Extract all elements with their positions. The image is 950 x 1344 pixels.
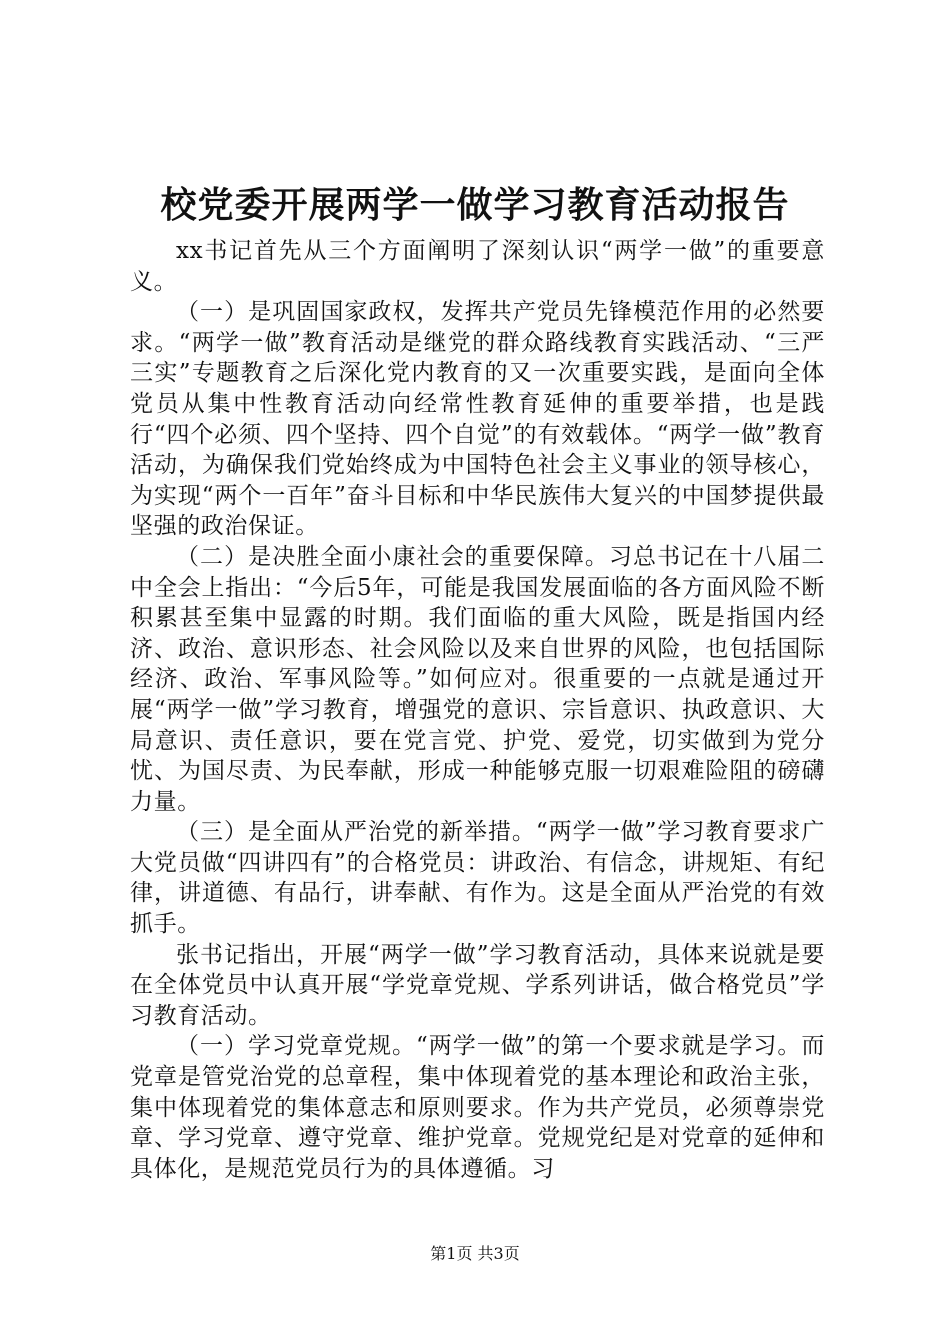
body-paragraph: （一）学习党章党规。“两学一做”的第一个要求就是学习。而党章是管党治党的总章程，集中体现着党的基本理论和政治主张，集中体现着党的集体意志和原则要求。作为共产党员，必须尊崇党章、学习党章、遵守党章、维护党章。党规党纪是对党章的延伸和具体化，是规范党员行为的具体遵循。习 xyxy=(130,1033,825,1182)
document-title: 校党委开展两学一做学习教育活动报告 xyxy=(160,184,790,226)
body-paragraph: 张书记指出，开展“两学一做”学习教育活动，具体来说就是要在全体党员中认真开展“学党章党规、学系列讲话，做合格党员”学习教育活动。 xyxy=(130,941,825,1029)
document-body xyxy=(130,236,825,1184)
page-number-footer: 第1页 共3页 xyxy=(430,1244,520,1263)
body-paragraph: xx书记首先从三个方面阐明了深刻认识“两学一做”的重要意义。 xyxy=(130,238,825,295)
body-paragraph: （三）是全面从严治党的新举措。“两学一做”学习教育要求广大党员做“四讲四有”的合格党员：讲政治、有信念，讲规矩、有纪律，讲道德、有品行，讲奉献、有作为。这是全面从严治党的有效抓手。 xyxy=(130,819,825,938)
body-paragraph: （二）是决胜全面小康社会的重要保障。习总书记在十八届二中全会上指出：“今后5年，可能是我国发展面临的各方面风险不断积累甚至集中显露的时期。我们面临的重大风险，既是指国内经济、政治、意识形态、社会风险以及来自世界的风险，也包括国际经济、政治、军事风险等。”如何应对。很重要的一点就是通过开展“两学一做”学习教育，增强党的意识、宗旨意识、执政意识、大局意识、责任意识，要在党言党、护党、爱党，切实做到为党分忧、为国尽责、为民奉献，形成一种能够克服一切艰难险阻的磅礴力量。 xyxy=(130,543,825,815)
body-paragraph: （一）是巩固国家政权，发挥共产党员先锋模范作用的必然要求。“两学一做”教育活动是继党的群众路线教育实践活动、“三严三实”专题教育之后深化党内教育的又一次重要实践，是面向全体党员从集中性教育活动向经常性教育延伸的重要举措，也是践行“四个必须、四个坚持、四个自觉”的有效载体。“两学一做”教育活动，为确保我们党始终成为中国特色社会主义事业的领导核心，为实现“两个一百年”奋斗目标和中华民族伟大复兴的中国梦提供最坚强的政治保证。 xyxy=(130,299,825,540)
